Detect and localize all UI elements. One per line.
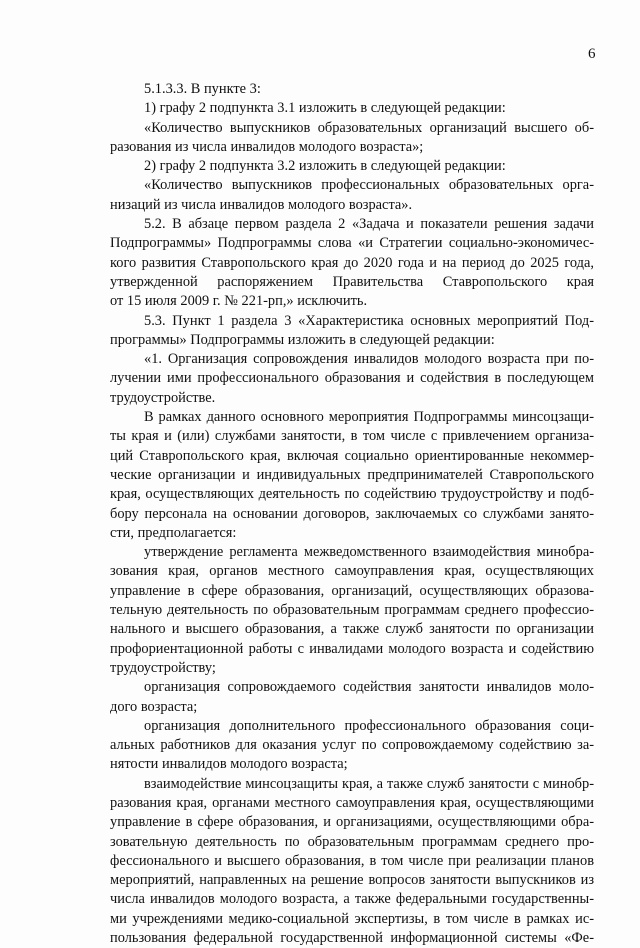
text-line: кого развития Ставропольского края до 2020 года и на период до 2025 года, bbox=[110, 254, 594, 271]
text-line: трудоустройстве. bbox=[110, 389, 216, 406]
text-line: числа инвалидов молодого возраста, а также федеральными государственны- bbox=[110, 891, 594, 908]
text-line: 5.2. В абзаце первом раздела 2 «Задача и показатели решения задачи bbox=[144, 216, 594, 233]
text-line: «Количество выпускников профессиональных образовательных орга- bbox=[144, 177, 594, 194]
text-line: пользования федеральной государственной информационной системы «Фе- bbox=[110, 930, 594, 947]
text-line: фессионального и высшего образования, в том числе при реализации планов bbox=[110, 852, 594, 869]
text-line: нального и высшего образования, а также служб занятости по организации bbox=[110, 621, 594, 638]
text-line: сти, предполагается: bbox=[110, 524, 237, 541]
text-line: 1) графу 2 подпункта 3.1 изложить в следующей редакции: bbox=[144, 100, 506, 117]
text-line: «1. Организация сопровождения инвалидов молодого возраста при по- bbox=[144, 351, 594, 368]
text-line: тельную деятельность по образовательным программам среднего профессио- bbox=[110, 602, 594, 619]
text-line: ций Ставропольского края, включая социально ориентированные некоммер- bbox=[110, 447, 594, 464]
text-line: дого возраста; bbox=[110, 698, 198, 715]
text-line: зовательную деятельность по образовательным программам среднего про- bbox=[110, 833, 594, 850]
text-line: Подпрограммы» Подпрограммы слова «и Стратегии социально-экономичес- bbox=[110, 235, 594, 252]
text-line: зования края, органов местного самоуправления края, осуществляющих bbox=[110, 563, 594, 580]
text-line: лучении ими профессионального образования и содействия в последующем bbox=[110, 370, 594, 387]
document-body bbox=[110, 80, 594, 948]
text-line: разования края, органами местного самоуправления края, осуществляющими bbox=[110, 794, 594, 811]
text-line: разования из числа инвалидов молодого возраста»; bbox=[110, 138, 424, 155]
page-number: 6 bbox=[588, 46, 596, 62]
text-line: нятости инвалидов молодого возраста; bbox=[110, 756, 348, 773]
text-line: края, осуществляющих деятельность по содействию трудоустройству и подб- bbox=[110, 486, 594, 503]
text-line: от 15 июля 2009 г. № 221-рп,» исключить. bbox=[110, 293, 368, 310]
text-line: «Количество выпускников образовательных организаций высшего об- bbox=[144, 119, 594, 136]
text-line: бору персонала на основании договоров, заключаемых со службами занято- bbox=[110, 505, 594, 522]
text-line: 5.3. Пункт 1 раздела 3 «Характеристика основных мероприятий Под- bbox=[144, 312, 594, 329]
text-line: мероприятий, направленных на решение вопросов занятости выпускников из bbox=[110, 872, 594, 889]
text-line: В рамках данного основного мероприятия Подпрограммы минсоцзащи- bbox=[144, 409, 594, 426]
text-line: альных работников для оказания услуг по сопровождаемому содействию за- bbox=[110, 737, 594, 754]
text-line: взаимодействие минсоцзащиты края, а также служб занятости с минобр- bbox=[144, 775, 594, 792]
text-line: профориентационной работы с инвалидами молодого возраста и содействию bbox=[110, 640, 594, 657]
text-line: ты края и (или) службами занятости, в том числе с привлечением организа- bbox=[110, 428, 594, 445]
text-line: утверждение регламента межведомственного взаимодействия минобра- bbox=[144, 544, 594, 561]
text-line: 5.1.3.3. В пункте 3: bbox=[144, 81, 261, 97]
text-line: управление в сфере образования, и организациями, осуществляющими обра- bbox=[110, 814, 594, 831]
text-line: программы» Подпрограммы изложить в следующей редакции: bbox=[110, 331, 495, 348]
text-line: организация сопровождаемого содействия занятости инвалидов моло- bbox=[144, 679, 594, 696]
text-line: 2) графу 2 подпункта 3.2 изложить в следующей редакции: bbox=[144, 158, 506, 175]
text-line: трудоустройству; bbox=[110, 659, 216, 676]
text-line: организация дополнительного профессионального образования соци- bbox=[144, 717, 594, 734]
text-line: ческие организации и индивидуальных предпринимателей Ставропольского bbox=[110, 466, 594, 483]
text-line: утвержденной распоряжением Правительства Ставропольского края bbox=[110, 273, 594, 290]
text-line: низаций из числа инвалидов молодого возраста». bbox=[110, 196, 413, 213]
text-line: управление в сфере образования, организаций, осуществляющих образова- bbox=[110, 582, 594, 599]
text-line: ми учреждениями медико-социальной экспертизы, в том числе в рамках ис- bbox=[110, 910, 594, 927]
